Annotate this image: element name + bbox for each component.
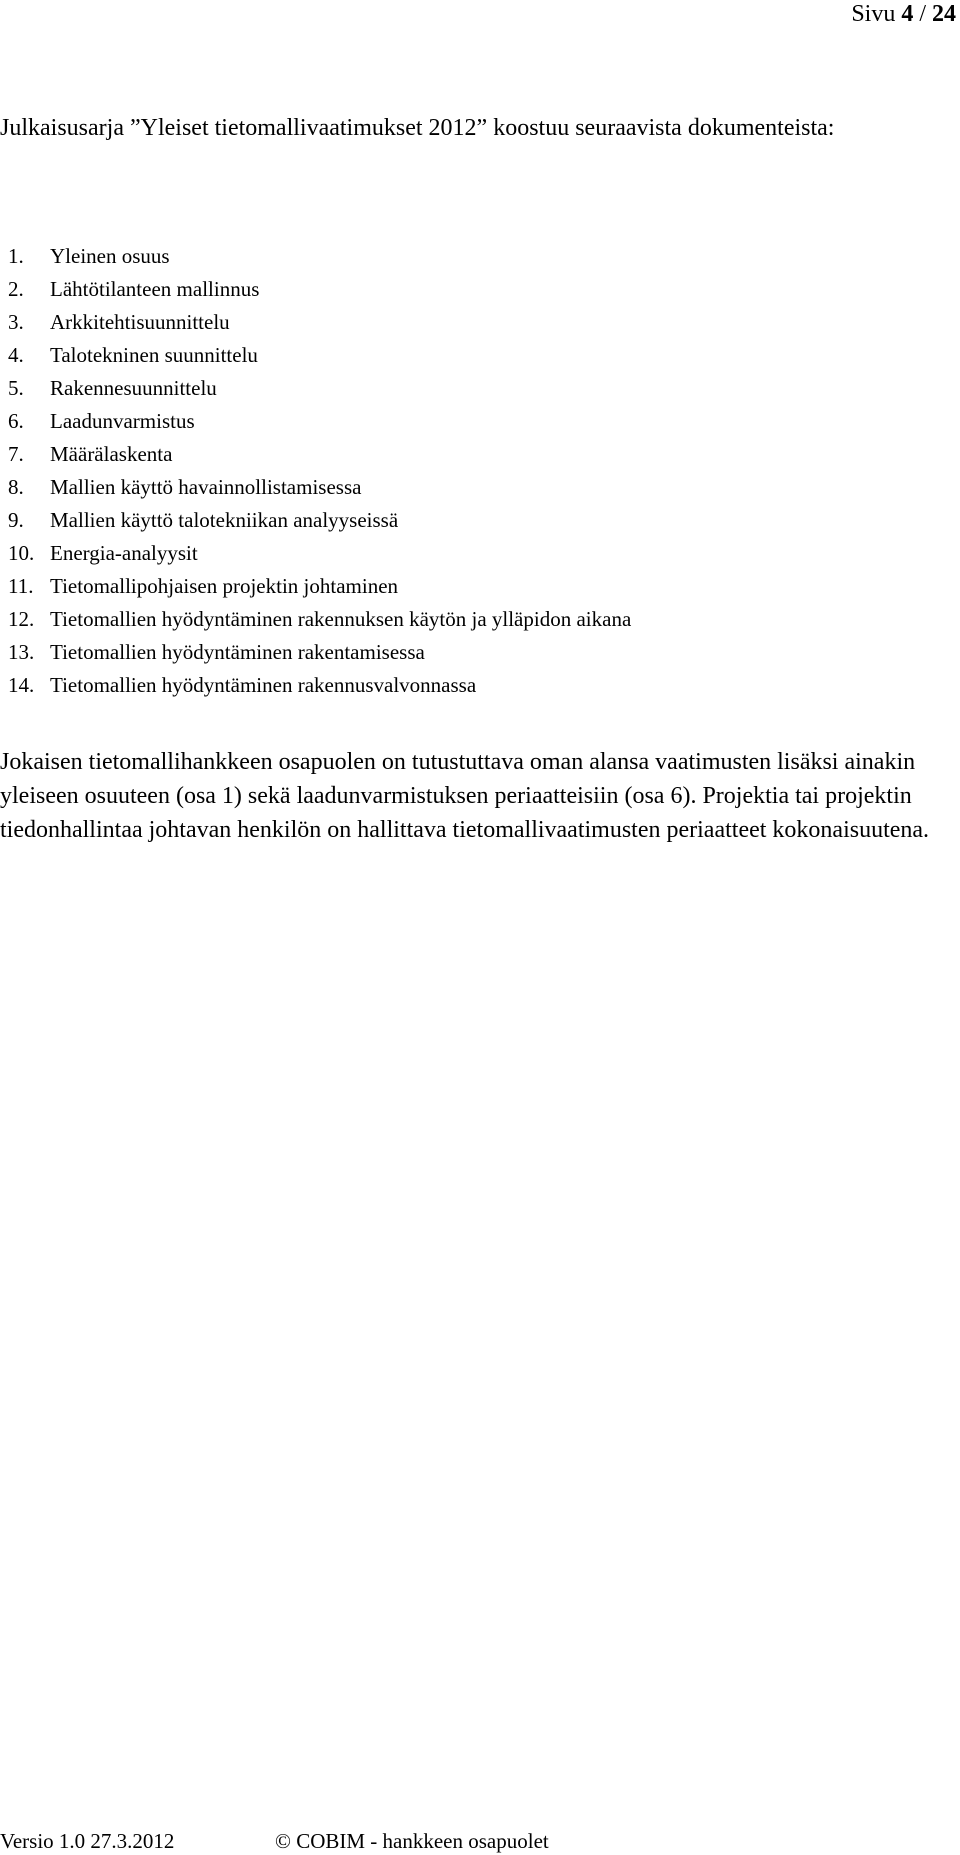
list-item-title: Mallien käyttö havainnollistamisessa (50, 475, 362, 499)
list-item-number: 13. (8, 640, 35, 664)
intro-paragraph: Julkaisusarja ”Yleiset tietomallivaatimukset 2012” koostuu seuraavista dokumenteista: (0, 115, 835, 141)
list-item-number: 9. (8, 508, 24, 532)
list-item-title: Tietomallien hyödyntäminen rakentamisessa (50, 640, 425, 664)
list-item (8, 504, 631, 537)
list-item (8, 438, 631, 471)
list-item (8, 240, 631, 273)
list-item-number: 10. (8, 541, 35, 565)
list-item-title: Energia-analyysit (50, 541, 198, 565)
list-item-title: Tietomallien hyödyntäminen rakennuksen käytön ja ylläpidon aikana (50, 607, 632, 631)
list-item-number: 11. (8, 574, 34, 598)
list-item-title: Tietomallien hyödyntäminen rakennusvalvonnassa (50, 673, 477, 697)
list-item (8, 471, 631, 504)
document-list (8, 240, 631, 702)
list-item-number: 6. (8, 409, 24, 433)
list-item-title: Yleinen osuus (50, 244, 170, 268)
list-item-number: 5. (8, 376, 24, 400)
list-item-title: Arkkitehtisuunnittelu (50, 310, 230, 334)
list-item-title: Mallien käyttö talotekniikan analyyseissä (50, 508, 399, 532)
list-item (8, 339, 631, 372)
body-paragraph: Jokaisen tietomallihankkeen osapuolen on tutustuttava oman alansa vaatimusten lisäksi ainakin yleiseen osuuteen (osa 1) sekä laadunvarmistuksen periaatteisiin (osa 6). Projektia tai projektin tiedonhallintaa johtavan henkilön on hallittava tietomallivaatimusten periaatteet kokonaisuutena. (0, 749, 930, 843)
list-item (8, 669, 631, 702)
list-item-number: 2. (8, 277, 24, 301)
list-item (8, 636, 631, 669)
list-item-title: Lähtötilanteen mallinnus (50, 277, 260, 301)
list-item-title: Rakennesuunnittelu (50, 376, 217, 400)
list-item-number: 4. (8, 343, 24, 367)
list-item (8, 306, 631, 339)
list-item-number: 14. (8, 673, 35, 697)
footer-copyright: © COBIM - hankkeen osapuolet (275, 1829, 549, 1853)
footer-version: Versio 1.0 27.3.2012 (0, 1829, 175, 1853)
list-item-title: Laadunvarmistus (50, 409, 195, 433)
list-item-number: 1. (8, 244, 24, 268)
list-item-title: Talotekninen suunnittelu (50, 343, 258, 367)
list-item (8, 603, 631, 636)
list-item (8, 405, 631, 438)
list-item (8, 570, 631, 603)
list-item-title: Tietomallipohjaisen projektin johtaminen (50, 574, 399, 598)
list-item-number: 8. (8, 475, 24, 499)
total-pages: 24 (932, 1, 956, 27)
current-page: 4 (901, 1, 914, 27)
page-prefix: Sivu (851, 1, 902, 27)
page-separator: / (913, 1, 932, 27)
list-item (8, 537, 631, 570)
list-item-number: 12. (8, 607, 35, 631)
list-item (8, 372, 631, 405)
list-item-number: 3. (8, 310, 24, 334)
list-item-number: 7. (8, 442, 24, 466)
page-number (851, 0, 956, 28)
list-item-title: Määrälaskenta (50, 442, 173, 466)
list-item (8, 273, 631, 306)
